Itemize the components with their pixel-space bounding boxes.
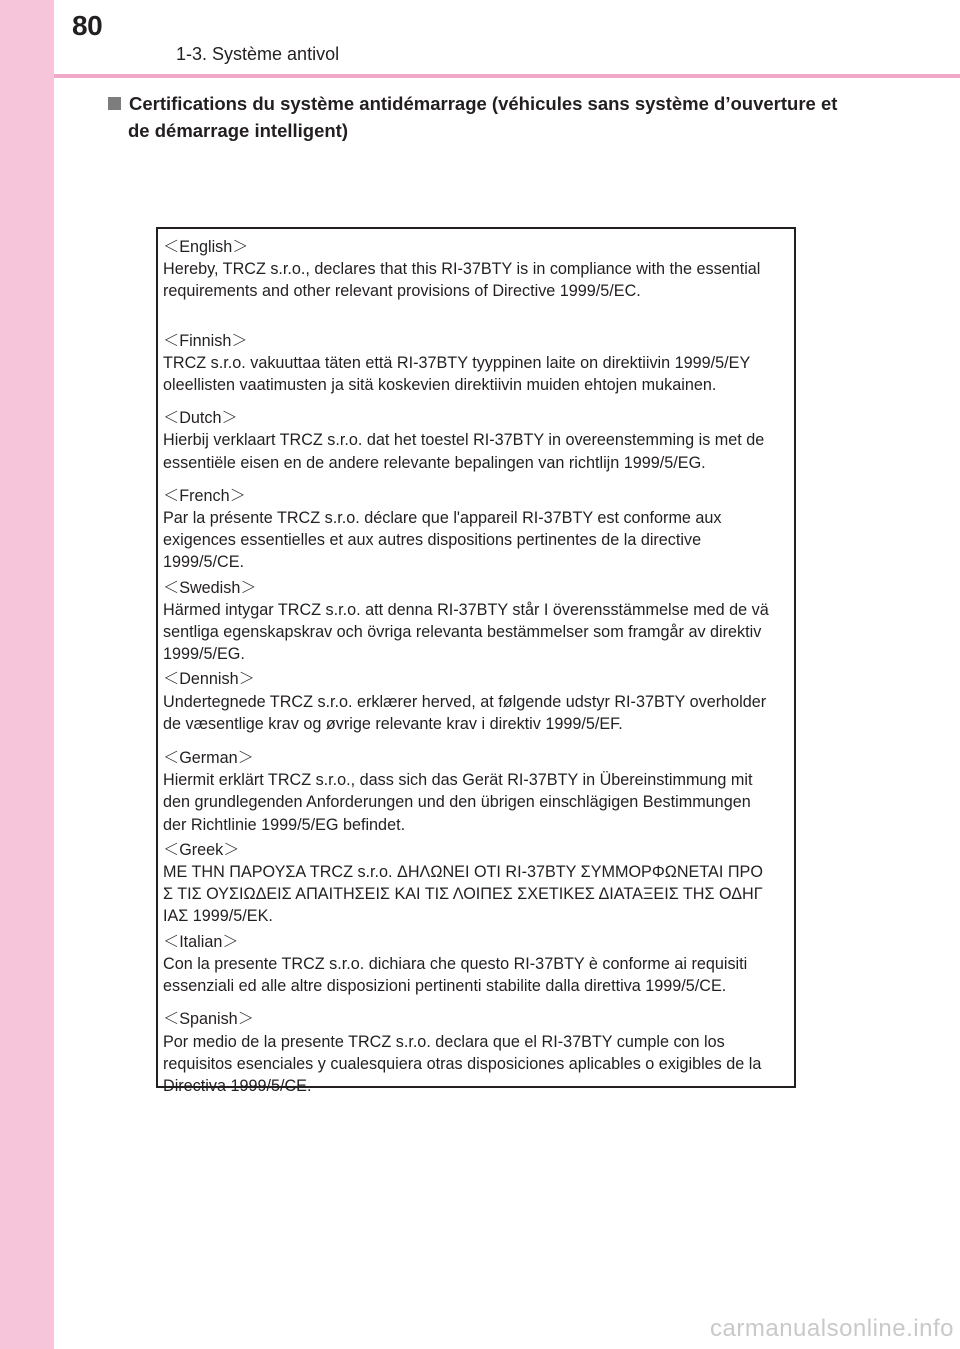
section-title: 1-3. Système antivol [176, 44, 340, 64]
cert-line: Directiva 1999/5/CE. [163, 1076, 312, 1095]
page-side-tab [0, 0, 54, 1349]
cert-line: Por medio de la presente TRCZ s.r.o. declara que el RI-37BTY cumple con los [163, 1032, 725, 1051]
lang-name: ＜ Dutch ＞ [163, 407, 794, 429]
cert-line: Härmed intygar TRCZ s.r.o. att denna RI-37BTY står I överensstämmelse med de vä [163, 600, 769, 619]
cert-line: ΜΕ ΤΗΝ ΠΑΡΟΥΣΑ TRCZ s.r.o. ΔΗΛΩΝΕΙ ΟΤΙ RI-37BTY ΣΥΜΜΟΡΦΩΝΕΤΑΙ ΠΡΟ [163, 863, 763, 882]
cert-block-danish [163, 668, 794, 735]
header-divider [54, 74, 960, 78]
cert-line: Hereby, TRCZ s.r.o., declares that this RI-37BTY is in compliance with the essential [163, 260, 761, 279]
lang-name: ＜ Spanish ＞ [163, 1008, 794, 1030]
cert-block-spanish [163, 1008, 794, 1097]
cert-line: Par la présente TRCZ s.r.o. déclare que l'appareil RI-37BTY est conforme aux [163, 509, 722, 528]
cert-line: 1999/5/EG. [163, 645, 245, 664]
lang-name: ＜ German ＞ [163, 747, 794, 769]
lang-name: ＜ Swedish ＞ [163, 577, 794, 599]
cert-line: requirements and other relevant provisions of Directive 1999/5/EC. [163, 282, 641, 301]
cert-line: exigences essentielles et aux autres dispositions pertinentes de la directive [163, 531, 702, 550]
heading-text-1: Certifications du système antidémarrage (véhicules sans système d’ouverture et [129, 93, 838, 114]
cert-line: Σ ΤΙΣ ΟΥΣΙΩΔΕΙΣ ΑΠΑΙΤΗΣΕΙΣ ΚΑΙ ΤΙΣ ΛΟΙΠΕΣ ΣΧΕΤΙΚΕΣ ΔΙΑΤΑΞΕΙΣ ΤΗΣ ΟΔΗΓ [163, 885, 763, 904]
section-heading [108, 90, 908, 144]
cert-block-finnish [163, 330, 794, 397]
cert-line: Hiermit erklärt TRCZ s.r.o., dass sich das Gerät RI-37BTY in Übereinstimmung mit [163, 771, 753, 790]
lang-name: ＜ Finnish ＞ [163, 330, 794, 352]
cert-line: Hierbij verklaart TRCZ s.r.o. dat het toestel RI-37BTY in overeenstemming is met de [163, 431, 765, 450]
lang-name: ＜ Italian ＞ [163, 931, 794, 953]
cert-line: sentliga egenskapskrav och övriga relevanta bestämmelser som framgår av direktiv [163, 623, 762, 642]
page-number: 80 [72, 10, 103, 41]
cert-block-dutch [163, 407, 794, 474]
cert-line: de væsentlige krav og øvrige relevante krav i direktiv 1999/5/EF. [163, 714, 623, 733]
cert-line: essenziali ed alle altre disposizioni pertinenti stabilite dalla direttiva 1999/5/CE. [163, 977, 727, 996]
certification-box [156, 227, 796, 1095]
lang-name: ＜ Greek ＞ [163, 839, 794, 861]
cert-block-english [163, 236, 794, 303]
cert-line: TRCZ s.r.o. vakuuttaa täten että RI-37BTY tyyppinen laite on direktiivin 1999/5/EY [163, 353, 751, 372]
cert-line: Undertegnede TRCZ s.r.o. erklærer herved, at følgende udstyr RI-37BTY overholder [163, 692, 767, 711]
cert-line: requisitos esenciales y cualesquiera otras disposiciones aplicables o exigibles de la [163, 1054, 762, 1073]
cert-line: Con la presente TRCZ s.r.o. dichiara che questo RI-37BTY è conforme ai requisiti [163, 954, 748, 973]
cert-line: oleellisten vaatimusten ja sitä koskevien direktiivin muiden ehtojen mukainen. [163, 376, 717, 395]
heading-line [108, 90, 908, 117]
cert-block-swedish [163, 577, 794, 666]
lang-name: ＜ French ＞ [163, 485, 794, 507]
cert-block-french [163, 485, 794, 574]
cert-block-italian [163, 931, 794, 998]
lang-name: ＜ Dennish ＞ [163, 668, 794, 690]
cert-line: essentiële eisen en de andere relevante bepalingen van richtlijn 1999/5/EG. [163, 453, 706, 472]
cert-line: den grundlegenden Anforderungen und den übrigen einschlägigen Bestimmungen [163, 793, 751, 812]
lang-name: ＜ English ＞ [163, 236, 794, 258]
square-bullet-icon [108, 97, 121, 110]
site-watermark: carmanualsonline.info [710, 1315, 954, 1342]
cert-line: 1999/5/CE. [163, 553, 244, 572]
cert-line: ΙΑΣ 1999/5/ΕΚ. [163, 907, 273, 926]
heading-text-2: de démarrage intelligent) [128, 120, 348, 141]
cert-line: der Richtlinie 1999/5/EG befindet. [163, 815, 406, 834]
cert-block-greek [163, 839, 794, 928]
cert-block-german [163, 747, 794, 836]
